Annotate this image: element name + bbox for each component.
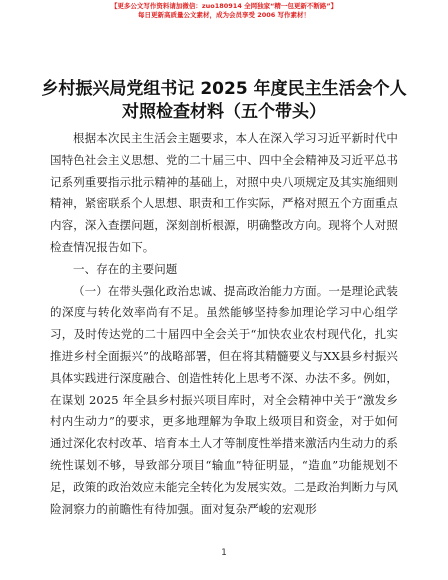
section-heading: 一、存在的主要问题 — [73, 261, 178, 276]
promo-banner-line1: 【更多公文写作资料请加微信：zuo180914 全网独家“精一包更新不断路”】 — [110, 2, 338, 10]
document-body — [50, 128, 398, 520]
intro-paragraph: 根据本次民主生活会主题要求，本人在深入学习习近平新时代中国特色社会主义思想、党的二十届三中、四中全会精神及习近平总书记系列重要指示批示精神的基础上，对照中央八项规定及其实施细则精神，紧密联系个人思想、职责和工作实际，严格对照五个方面重点内容，深入查摆问题，深刻剖析根源，明确整改方向。现将个人对照检查情况报告如下。 — [50, 131, 398, 254]
title-line-1: 乡村振兴局党组书记 2025 年度民主生活会个人 — [41, 79, 407, 99]
document-title — [0, 78, 448, 124]
promo-banner — [0, 2, 448, 19]
body-paragraph: （一）在带头强化政治忠诚、提高政治能力方面。一是理论武装的深度与转化效率尚有不足。虽然能够坚持参加理论学习中心组学习，及时传达党的二十届四中全会关于“加快农业农村现代化，扎实推进乡村全面振兴”的战略部署，但在将其精髓要义与XX县乡村振兴具体实践进行深度融合、创造性转化上思考不深、办法不多。例如，在谋划 2025 年全县乡村振兴项目库时，对全会精神中关于“激发乡村内生动力”的要求，更多地理解为争取上级项目和资金，对于如何通过深化农村改革、培育本土人才等制度性举措来激活内生动力的系统性谋划不够，导致部分项目“输血”特征明显，“造血”功能规划不足，政策的政治效应未能完全转化为发展实效。二是政治判断力与风险洞察力的前瞻性有待加强。面对复杂严峻的宏观形 — [50, 283, 398, 516]
title-line-2: 对照检查材料（五个带头） — [122, 102, 326, 122]
page-number: 1 — [221, 548, 227, 558]
promo-banner-line2: 每日更新高质量公文素材，成为会员享受 2006 写作素材！ — [137, 10, 311, 19]
